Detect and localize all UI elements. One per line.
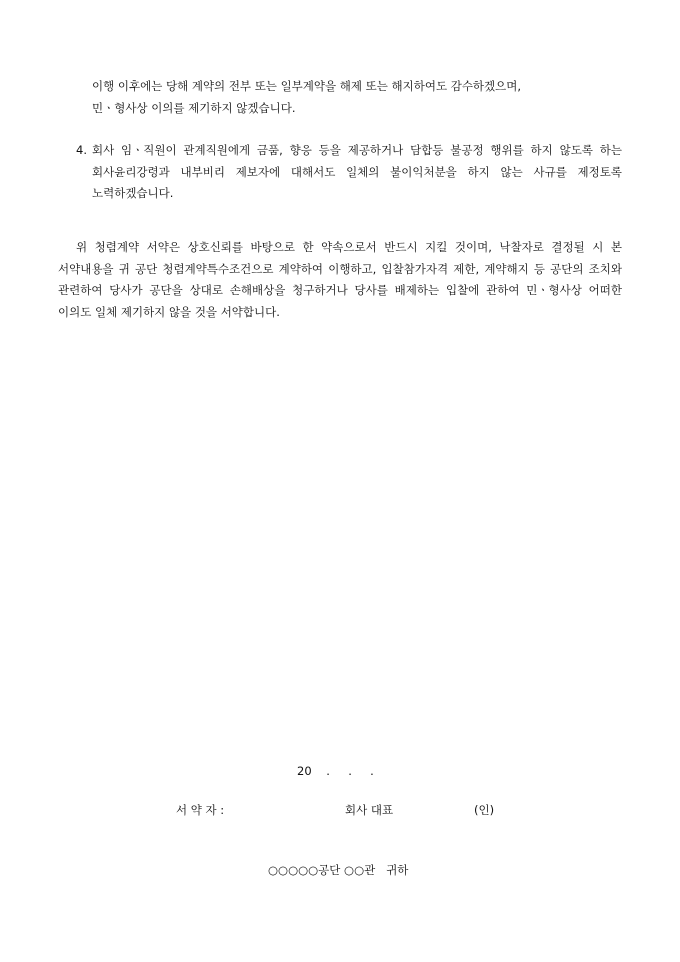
item-number: 4.: [76, 143, 87, 157]
company-representative: 회사 대표: [345, 803, 394, 817]
date-line: 20 . . .: [297, 764, 374, 778]
continuation-line-2: 민ㆍ형사상 이의를 제기하지 않겠습니다.: [92, 100, 296, 115]
seal-mark: (인): [474, 803, 495, 817]
pledge-item-4: [76, 140, 622, 205]
item-text: 회사 임ㆍ직원이 관계직원에게 금품, 향응 등을 제공하거나 담합등 불공정 행위를 하지 않도록 하는 회사윤리강령과 내부비리 제보자에 대해서도 일체의 불이익처분을 하지 않는 사규를 제정토록 노력하겠습니다.: [92, 143, 622, 200]
pledge-continuation: [92, 76, 622, 119]
addressee: ○○○○○공단 ○○관 귀하: [268, 863, 409, 877]
signer-label: 서 약 자 :: [176, 803, 225, 817]
closing-paragraph: 위 청렴계약 서약은 상호신뢰를 바탕으로 한 약속으로서 반드시 지킬 것이며, 낙찰자로 결정될 시 본 서약내용을 귀 공단 청렴계약특수조건으로 계약하여 이행하고, 입찰참가자격 제한, 계약해지 등 공단의 조치와 관련하여 당사가 공단을 상대로 손해배상을 청구하거나 당사를 배제하는 입찰에 관하여 민ㆍ형사상 어떠한 이의도 일체 제기하지 않을 것을 서약합니다.: [58, 240, 622, 319]
continuation-line-1: 이행 이후에는 당해 계약의 전부 또는 일부계약을 해제 또는 해지하여도 감수하겠으며,: [92, 79, 522, 93]
